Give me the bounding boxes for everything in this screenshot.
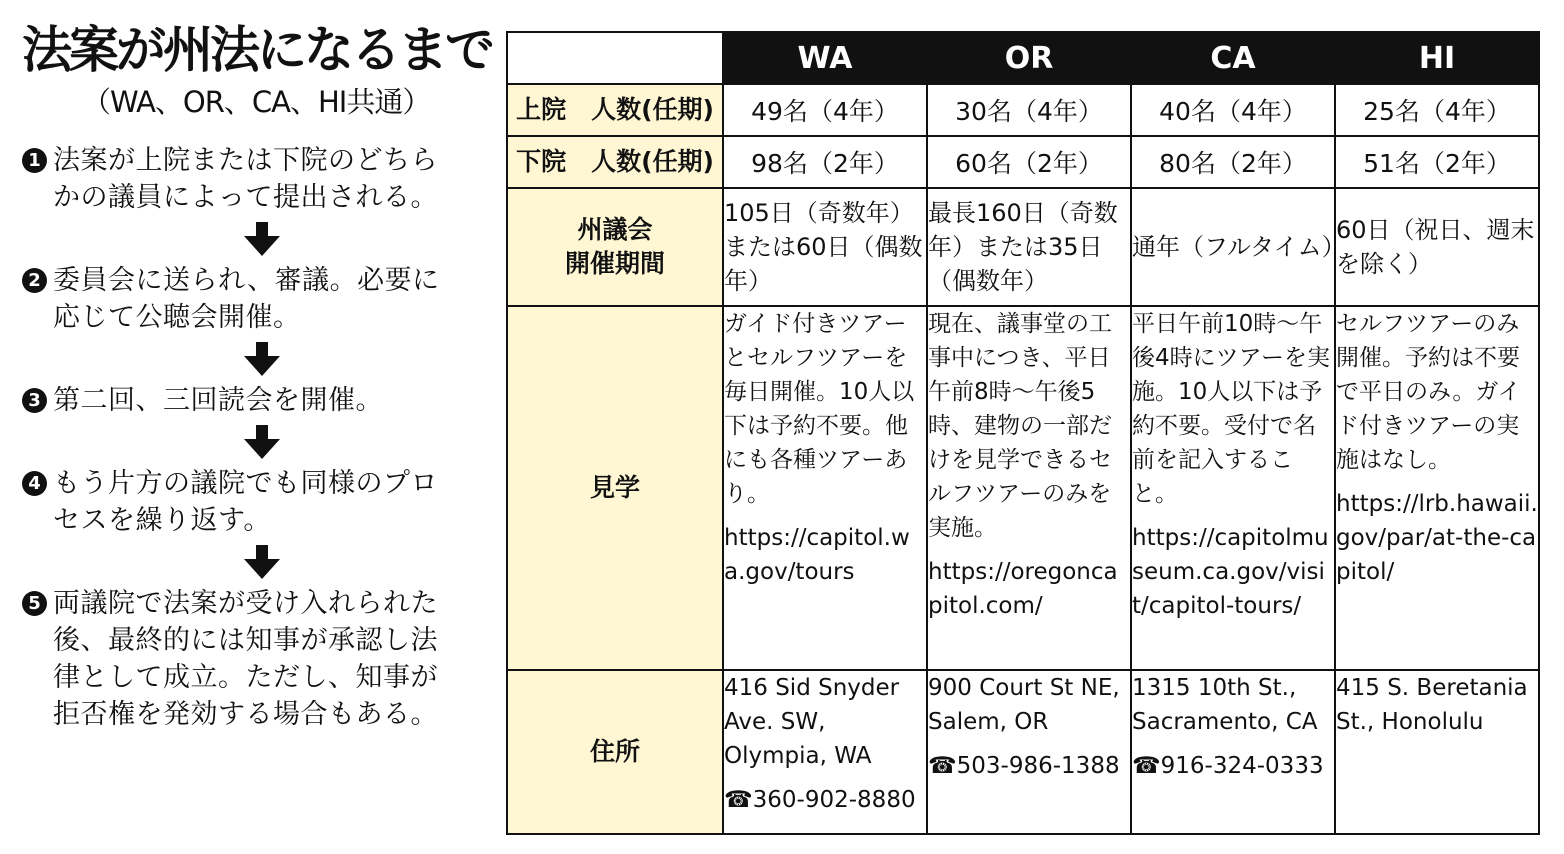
phone-number: ☎360-902-8880	[724, 787, 916, 813]
phone-number: ☎503-986-1388	[928, 753, 1120, 779]
step-2	[22, 262, 482, 336]
step-number-icon: 5	[22, 591, 47, 616]
row-label-tour: 見学	[507, 306, 723, 670]
house-hi: 51名（2年）	[1335, 136, 1539, 188]
senate-ca: 40名（4年）	[1131, 84, 1335, 136]
address-or	[927, 670, 1131, 834]
row-label-house: 下院 人数(任期)	[507, 136, 723, 188]
tour-description: セルフツアーのみ開催。予約は不要で平日のみ。ガイド付きツアーの実施はなし。	[1336, 311, 1521, 473]
row-label-session	[507, 188, 723, 306]
step-5	[22, 585, 482, 733]
session-or: 最長160日（奇数年）または35日（偶数年）	[927, 188, 1131, 306]
step-text: 委員会に送られ、審議。必要に応じて公聴会開催。	[53, 265, 440, 333]
tour-wa	[723, 306, 927, 670]
step-number-icon: 2	[22, 268, 47, 293]
step-text: 両議院で法案が受け入れられた後、最終的には知事が承認し法律として成立。ただし、知事が拒否権を発効する場合もある。	[53, 588, 438, 730]
step-1	[22, 142, 482, 216]
address-text: 415 S. Beretania St., Honolulu	[1336, 675, 1528, 735]
step-text: もう片方の議院でも同様のプロセスを繰り返す。	[53, 468, 438, 536]
senate-or: 30名（4年）	[927, 84, 1131, 136]
tour-url-link[interactable]: https://capitolmuseum.ca.gov/visit/capitol-tours/	[1132, 525, 1329, 619]
house-or: 60名（2年）	[927, 136, 1131, 188]
process-panel	[22, 20, 492, 733]
step-4	[22, 465, 482, 539]
address-hi	[1335, 670, 1539, 834]
address-text: 900 Court St NE, Salem, OR	[928, 675, 1120, 735]
tour-url-link[interactable]: https://lrb.hawaii.gov/par/at-the-capitol/	[1336, 491, 1538, 585]
tour-ca	[1131, 306, 1335, 670]
column-header-hi: HI	[1335, 32, 1539, 84]
column-header-wa: WA	[723, 32, 927, 84]
house-ca: 80名（2年）	[1131, 136, 1335, 188]
down-arrow-icon	[22, 222, 482, 256]
step-text: 法案が上院または下院のどちらかの議員によって提出される。	[53, 145, 438, 213]
senate-hi: 25名（4年）	[1335, 84, 1539, 136]
column-header-ca: CA	[1131, 32, 1335, 84]
step-number-icon: 3	[22, 388, 47, 413]
senate-wa: 49名（4年）	[723, 84, 927, 136]
session-hi: 60日（祝日、週末を除く）	[1335, 188, 1539, 306]
table-row-tour	[507, 306, 1539, 670]
table-row-senate	[507, 84, 1539, 136]
table-corner	[507, 32, 723, 84]
page-subtitle: （WA、OR、CA、HI共通）	[82, 85, 431, 119]
house-wa: 98名（2年）	[723, 136, 927, 188]
address-ca	[1131, 670, 1335, 834]
page-title: 法案が州法になるまで	[22, 20, 492, 79]
row-label-session-line1: 州議会	[577, 215, 653, 244]
step-number-icon: 1	[22, 148, 47, 173]
process-steps	[22, 142, 482, 733]
tour-description: ガイド付きツアーとセルフツアーを毎日開催。10人以下は予約不要。他にも各種ツアーあり。	[724, 311, 915, 507]
table-row-house	[507, 136, 1539, 188]
step-text: 第二回、三回読会を開催。	[53, 385, 383, 416]
row-label-address: 住所	[507, 670, 723, 834]
down-arrow-icon	[22, 545, 482, 579]
session-wa: 105日（奇数年）または60日（偶数年）	[723, 188, 927, 306]
step-3	[22, 382, 482, 419]
tour-description: 平日午前10時～午後4時にツアーを実施。10人以下は予約不要。受付で名前を記入すること。	[1132, 311, 1330, 507]
table-header-row	[507, 32, 1539, 84]
table-row-session	[507, 188, 1539, 306]
state-legislature-table	[506, 31, 1540, 835]
row-label-senate: 上院 人数(任期)	[507, 84, 723, 136]
down-arrow-icon	[22, 342, 482, 376]
row-label-session-line2: 開催期間	[564, 249, 665, 278]
address-text: 1315 10th St., Sacramento, CA	[1132, 675, 1318, 735]
down-arrow-icon	[22, 425, 482, 459]
tour-url-link[interactable]: https://capitol.wa.gov/tours	[724, 525, 910, 585]
step-number-icon: 4	[22, 471, 47, 496]
tour-url-link[interactable]: https://oregoncapitol.com/	[928, 559, 1118, 619]
tour-hi	[1335, 306, 1539, 670]
address-text: 416 Sid Snyder Ave. SW, Olympia, WA	[724, 675, 900, 769]
table-row-address	[507, 670, 1539, 834]
tour-or	[927, 306, 1131, 670]
phone-number: ☎916-324-0333	[1132, 753, 1324, 779]
address-wa	[723, 670, 927, 834]
tour-description: 現在、議事堂の工事中につき、平日午前8時～午後5時、建物の一部だけを見学できるセルフツアーのみを実施。	[928, 311, 1112, 541]
column-header-or: OR	[927, 32, 1131, 84]
session-ca: 通年（フルタイム）	[1131, 188, 1335, 306]
